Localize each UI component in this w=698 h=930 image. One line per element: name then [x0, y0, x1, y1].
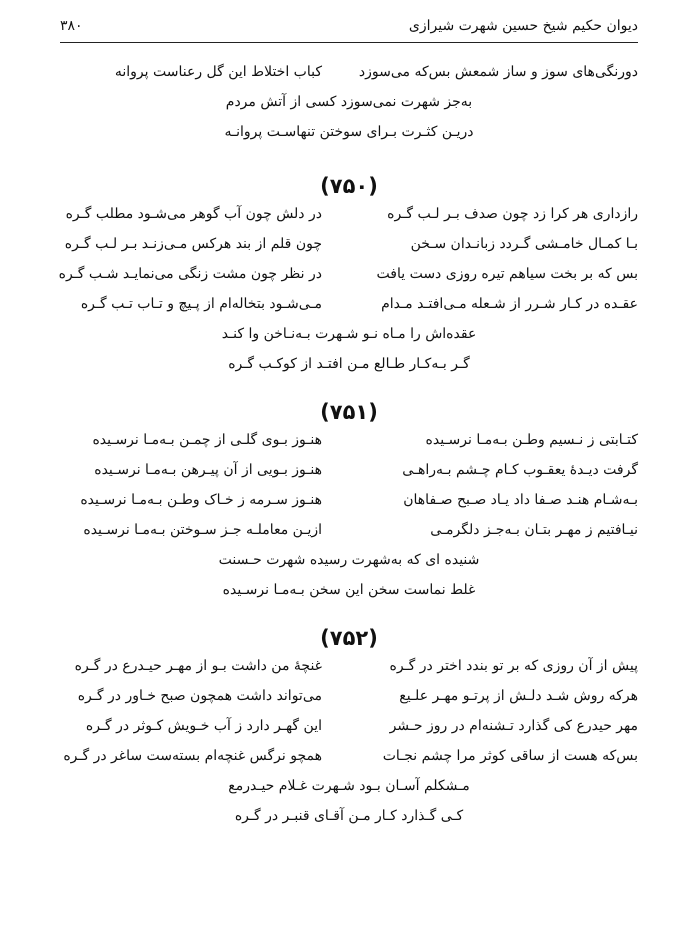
- intro-verses: [60, 64, 638, 154]
- closing-line: غلط نماست سخن این سخن بـه‌مـا نرسـیده: [222, 582, 476, 598]
- couplet: [60, 266, 638, 296]
- couplet: [60, 236, 638, 266]
- closing-line: مـشکلم آسـان بـود شـهرت غـلام حیـدرمع: [228, 778, 470, 794]
- hemistich-first: رازداری هر کرا زد چون صدف بـر لـب گـره: [387, 206, 638, 222]
- hemistich-first: نیـافتیم ز مهـر بتـان بـه‌جـز دلگرمـی: [430, 522, 638, 538]
- hemistich-second: در نظر چون مشت زنگی می‌نمایـد شـب گـره: [58, 266, 322, 282]
- closing-line: گـر بـه‌کـار طـالع مـن افتـد از کوکـب گـره: [228, 356, 470, 372]
- couplet: [60, 748, 638, 778]
- couplet: [60, 718, 638, 748]
- page-header: [60, 14, 638, 43]
- hemistich-first: گرفت دیـدۀ یعقـوب کـام چـشم بـه‌راهـی: [402, 462, 638, 478]
- couplet: [60, 658, 638, 688]
- couplet: [60, 64, 638, 94]
- hemistich-first: کتـابتی ز نـسیم وطـن بـه‌مـا نرسـیده: [425, 432, 638, 448]
- hemistich-first: بـه‌شـام هنـد صـفا داد یـاد صـبح صـفاهان: [403, 492, 638, 508]
- hemistich-second: همچو نرگس غنچه‌ام بسته‌ست ساغر در گـره: [63, 748, 322, 764]
- couplet: [60, 462, 638, 492]
- hemistich-first: بس که بر بخت سیاهم تیره روزی دست یافت: [376, 266, 638, 282]
- hemistich-second: می‌تواند داشت همچون صبح خـاور در گـره: [77, 688, 322, 704]
- closing-line: دریـن کثـرت بـرای سوختن تنهاسـت پروانـه: [224, 124, 474, 140]
- poem-750: [60, 206, 638, 386]
- hemistich-second: کباب اختلاط این گل رعناست پروانه: [114, 64, 322, 80]
- hemistich-second: هنـوز بـویی از آن پیـرهن بـه‌مـا نرسـیده: [94, 462, 322, 478]
- poem-number-750: (۷۵۰): [320, 174, 378, 198]
- page-number: ۳۸۰: [60, 18, 83, 34]
- hemistich-first: بـا کمـال خامـشی گـردد زبانـدان سـخن: [410, 236, 638, 252]
- book-title: دیوان حکیم شیخ حسین شهرت شیرازی: [408, 18, 638, 34]
- hemistich-second: این گهـر دارد ز آب خـویش کـوثر در گـره: [85, 718, 322, 734]
- couplet: [60, 492, 638, 522]
- hemistich-first: عقـده در کـار شـرر از شـعله مـی‌افتـد مـدام: [381, 296, 638, 312]
- couplet: [60, 296, 638, 326]
- closing-line: شنیده ای که به‌شهرت رسیده شهرت حـسنت: [218, 552, 480, 568]
- hemistich-second: در دلش چون آب گوهر می‌شـود مطلب گـره: [65, 206, 322, 222]
- poem-number-751: (۷۵۱): [320, 400, 378, 424]
- poem-number-752: (۷۵۲): [320, 626, 378, 650]
- couplet: [60, 206, 638, 236]
- hemistich-second: چون قلم از بند هرکس مـی‌زنـد بـر لـب گـره: [64, 236, 322, 252]
- closing-line: عقده‌اش را مـاه نـو شـهرت بـه‌نـاخن وا کنـد: [221, 326, 477, 342]
- hemistich-first: بس‌که هست از ساقی کوثر مرا چشم نجـات: [382, 748, 638, 764]
- hemistich-second: هنـوز بـوی گلـی از چمـن بـه‌مـا نرسـیده: [92, 432, 322, 448]
- hemistich-first: مهر حیدرع کی گذارد تـشنه‌ام در روز حـشر: [389, 718, 638, 734]
- closing-line: کـی گـذارد کـار مـن آقـای قنبـر در گـره: [234, 808, 464, 824]
- couplet: [60, 522, 638, 552]
- poem-751: [60, 432, 638, 612]
- hemistich-second: ازیـن معاملـه جـز سـوختن بـه‌مـا نرسـیده: [83, 522, 322, 538]
- hemistich-second: غنچۀ من داشت بـو از مهـر حیـدرع در گـره: [74, 658, 322, 674]
- couplet: [60, 688, 638, 718]
- couplet: [60, 432, 638, 462]
- hemistich-second: مـی‌شـود بتخاله‌ام از پـیچ و تـاب تـب گـره: [80, 296, 322, 312]
- hemistich-first: هرکه روش شـد دلـش از پرتـو مهـر علـیع: [399, 688, 638, 704]
- hemistich-second: هنـوز سـرمه ز خـاک وطـن بـه‌مـا نرسـیده: [80, 492, 322, 508]
- hemistich-first: پیش از آن روزی که بر تو بندد اختر در گـره: [389, 658, 638, 674]
- hemistich-first: دورنگی‌های سوز و ساز شمعش بس‌که می‌سوزد: [358, 64, 638, 80]
- closing-line: به‌جز شهرت نمی‌سوزد کسی از آتش مردم: [225, 94, 473, 110]
- poem-752: [60, 658, 638, 838]
